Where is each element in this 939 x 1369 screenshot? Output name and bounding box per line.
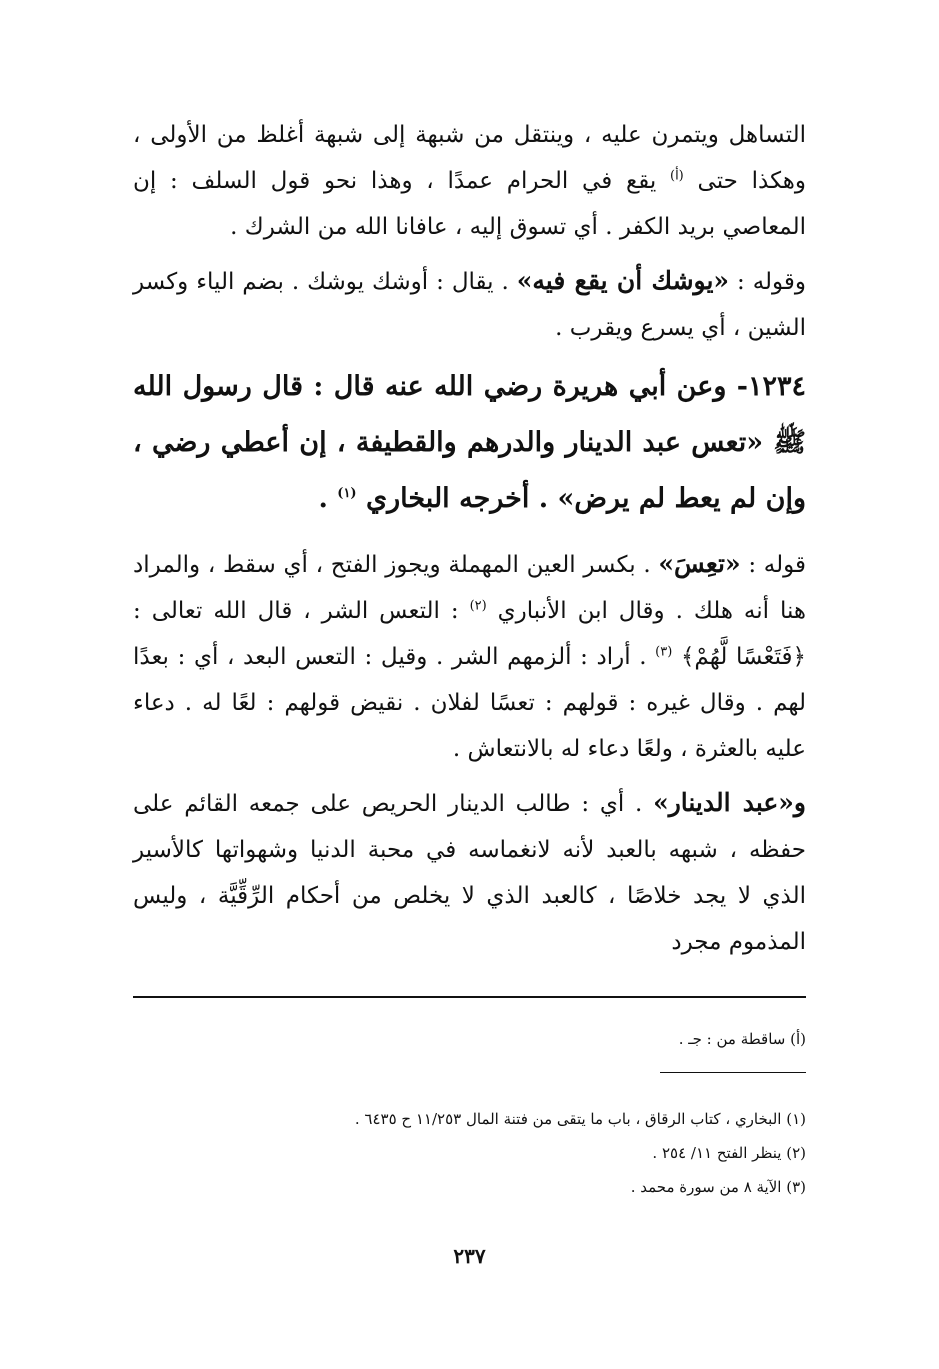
- footnote-3: (٣) الآية ٨ من سورة محمد .: [630, 1178, 806, 1196]
- paragraph-3-part-c: . أراد : ألزمهم الشر . وقيل : التعس البعد ، أي : بعدًا لهم . وقال غيره : قولهم : تعسًا لفلان . نقيض قولهم : لعًا له . دعاء عليه بالعثرة ، ولعًا دعاء له بالانتعاش .: [133, 644, 806, 762]
- quoted-word-taisa: «تعِسَ»: [658, 549, 741, 578]
- paragraph-1-tail: يقع في الحرام عمدًا ، وهذا نحو قول السلف : إن المعاصي بريد الكفر . أي تسوق إليه ، عافانا الله من الشرك .: [133, 168, 806, 240]
- paragraph-4-tail: . أي : طالب الدينار الحريص على جمعه القائم على حفظه ، شبهه بالعبد لأنه لانغماسه في محبة الدنيا وشهواتها كالأسير الذي لا يجد خلاصًا ، كالعبد الذي لا يخلص من أحكام الرِّقِّيَّة ، وليس المذموم مجرد: [133, 791, 806, 955]
- paragraph-3: [133, 541, 806, 772]
- main-text: [133, 112, 806, 973]
- footnote-separator: [133, 996, 806, 998]
- footnote-marker-2: (٢): [469, 598, 487, 614]
- footnote-2: (٢) ينظر الفتح ١١/ ٢٥٤ .: [652, 1144, 806, 1162]
- paragraph-3-part-b: : التعس الشر ، قال الله تعالى : ﴿فَتَعْسًا لَّهُمْ﴾: [133, 598, 806, 670]
- footnote-variant-note: (أ) ساقطة من : جـ .: [678, 1030, 806, 1048]
- footnotes: [133, 1022, 806, 1204]
- hadith-text: ١٢٣٤- وعن أبي هريرة رضي الله عنه قال : قال رسول الله ﷺ «تعس عبد الدينار والدرهم والقطيفة ، إن أعطي رضي ، وإن لم يعط لم يرض» . أخرجه البخاري: [133, 371, 807, 514]
- footnote-short-separator: [660, 1072, 806, 1073]
- paragraph-2: [133, 258, 806, 351]
- footnote-marker-1: (١): [337, 486, 357, 501]
- footnote-marker-3: (٣): [655, 644, 673, 660]
- hadith-end: .: [318, 483, 328, 514]
- paragraph-3-lead: قوله :: [748, 552, 807, 578]
- paragraph-2-tail: . يقال : أوشك يوشك . بضم الياء وكسر الشين ، أي يسرع ويقرب .: [133, 269, 806, 341]
- paragraph-3-part-a: . بكسر العين المهملة ويجوز الفتح ، أي سقط ، والمراد هنا أنه هلك . وقال ابن الأنباري: [133, 552, 807, 624]
- page-number: ٢٣٧: [453, 1244, 486, 1268]
- footnote-1: (١) البخاري ، كتاب الرقاق ، باب ما يتقى من فتنة المال ١١/٢٥٣ ح ٦٤٣٥ .: [354, 1110, 806, 1128]
- paragraph-1-text: التساهل ويتمرن عليه ، وينتقل من شبهة إلى شبهة أغلظ من الأولى ، وهكذا حتى: [133, 122, 807, 194]
- paragraph-1: [133, 112, 806, 250]
- quoted-phrase-abd-al-dinar: و«عبد الدينار»: [653, 788, 806, 817]
- footnote-marker-alef: (أ): [670, 168, 684, 184]
- paragraph-2-lead: وقوله :: [737, 269, 807, 295]
- paragraph-4: [133, 780, 806, 965]
- quoted-phrase-yushik: «يوشك أن يقع فيه»: [516, 266, 730, 295]
- hadith-1234: [133, 359, 806, 527]
